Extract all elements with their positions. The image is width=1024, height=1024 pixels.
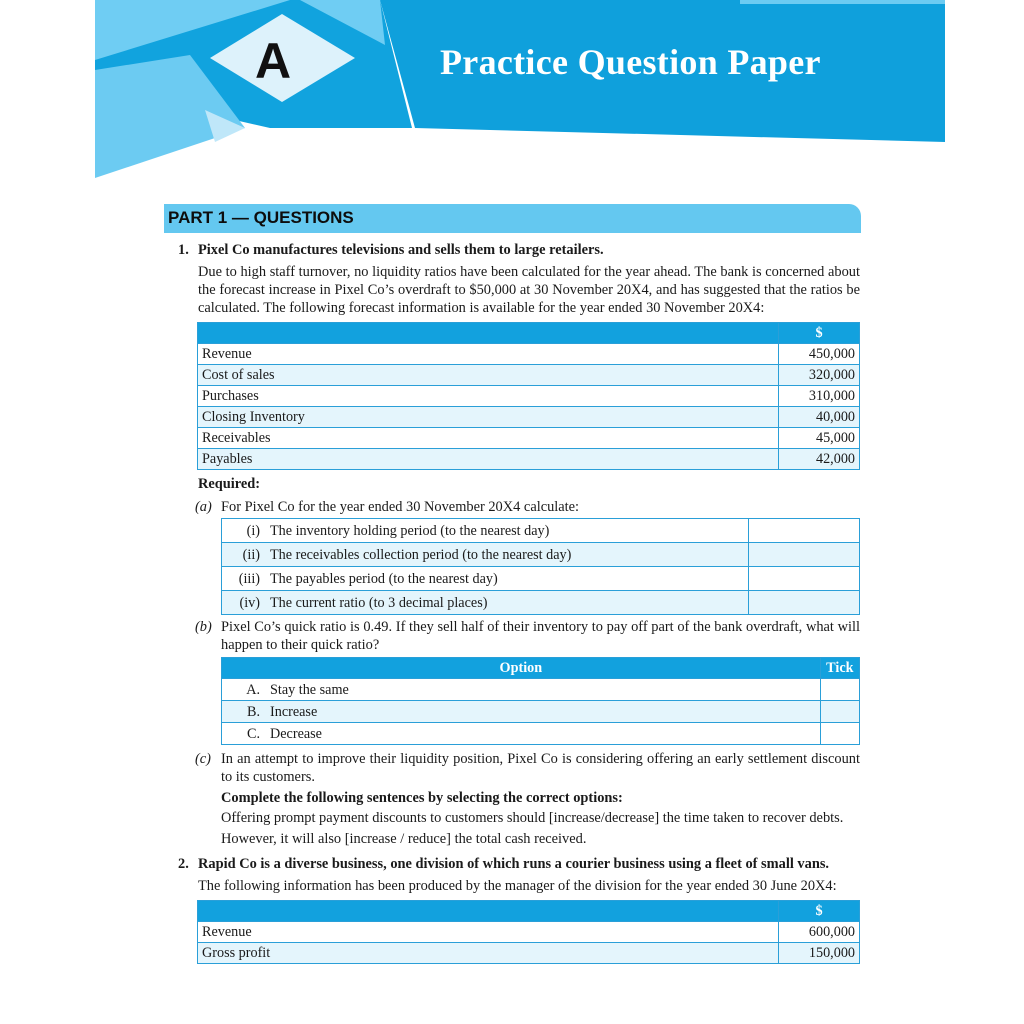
page-title: Practice Question Paper xyxy=(440,42,821,82)
answer-cell[interactable] xyxy=(749,519,860,543)
table-row xyxy=(222,723,860,745)
row-value: 320,000 xyxy=(779,365,860,386)
row-value: 450,000 xyxy=(779,344,860,365)
table-row xyxy=(222,591,860,615)
item-text: The current ratio (to 3 decimal places) xyxy=(266,591,749,615)
q2-heading: Rapid Co is a diverse business, one division of which runs a courier business using a fleet of small vans. xyxy=(198,856,830,872)
tick-box[interactable] xyxy=(820,679,859,701)
q1-data-table xyxy=(197,322,860,470)
row-value: 40,000 xyxy=(779,407,860,428)
answer-cell[interactable] xyxy=(749,543,860,567)
table-row xyxy=(198,407,860,428)
tick-box[interactable] xyxy=(820,723,859,745)
option-text: Stay the same xyxy=(266,679,820,701)
banner-shapes xyxy=(0,0,1024,180)
section-letter: A xyxy=(255,33,292,89)
answer-cell[interactable] xyxy=(749,591,860,615)
row-label: Gross profit xyxy=(198,943,779,964)
part-a-label: (a) xyxy=(195,499,212,515)
part-b-label: (b) xyxy=(195,619,212,635)
item-number: (ii) xyxy=(222,543,267,567)
item-number: (iv) xyxy=(222,591,267,615)
table-row xyxy=(198,344,860,365)
table-row xyxy=(198,386,860,407)
row-label: Revenue xyxy=(198,344,779,365)
tick-box[interactable] xyxy=(820,701,859,723)
part-c-text: In an attempt to improve their liquidity position, Pixel Co is considering offering an early settlement discount to its customers. xyxy=(221,751,860,785)
required-label: Required: xyxy=(198,476,261,492)
row-label: Payables xyxy=(198,449,779,470)
table-row xyxy=(198,922,860,943)
row-label: Cost of sales xyxy=(198,365,779,386)
part-c-label: (c) xyxy=(195,751,211,767)
option-text: Increase xyxy=(266,701,820,723)
row-label: Revenue xyxy=(198,922,779,943)
part-a-answer-table xyxy=(221,518,860,615)
q2-number: 2. xyxy=(178,856,189,872)
row-value: 45,000 xyxy=(779,428,860,449)
part-b-text: Pixel Co’s quick ratio is 0.49. If they sell half of their inventory to pay off part of the bank overdraft, what will happen to their quick ratio? xyxy=(221,619,860,653)
row-value: 310,000 xyxy=(779,386,860,407)
table-row xyxy=(198,943,860,964)
header-banner xyxy=(0,0,1024,180)
table-header-currency: $ xyxy=(779,901,860,922)
table-header-row xyxy=(222,658,860,679)
q1-number: 1. xyxy=(178,242,189,258)
part-b-options-table xyxy=(221,657,860,745)
table-header-label xyxy=(198,901,779,922)
table-row xyxy=(198,365,860,386)
table-header-currency: $ xyxy=(779,323,860,344)
row-label: Closing Inventory xyxy=(198,407,779,428)
table-row xyxy=(222,679,860,701)
table-row xyxy=(222,567,860,591)
table-header-row xyxy=(198,901,860,922)
item-text: The inventory holding period (to the nearest day) xyxy=(266,519,749,543)
q1-heading: Pixel Co manufactures televisions and sells them to large retailers. xyxy=(198,242,604,258)
row-value: 600,000 xyxy=(779,922,860,943)
row-label: Purchases xyxy=(198,386,779,407)
item-number: (i) xyxy=(222,519,267,543)
table-header-label xyxy=(198,323,779,344)
row-value: 150,000 xyxy=(779,943,860,964)
q2-data-table xyxy=(197,900,860,964)
item-number: (iii) xyxy=(222,567,267,591)
option-text: Decrease xyxy=(266,723,820,745)
option-letter: C. xyxy=(222,723,267,745)
part-c-instruction: Complete the following sentences by selecting the correct options: xyxy=(221,790,623,806)
header-tick: Tick xyxy=(820,658,859,679)
row-label: Receivables xyxy=(198,428,779,449)
answer-cell[interactable] xyxy=(749,567,860,591)
option-letter: B. xyxy=(222,701,267,723)
table-header-row xyxy=(198,323,860,344)
table-row xyxy=(222,701,860,723)
q1-intro: Due to high staff turnover, no liquidity ratios have been calculated for the year ahead. The bank is concerned about the forecast increase in Pixel Co’s overdraft to $50,000 at 30 November 20X4, and has suggested that the ratios be calculated. The following forecast information is available for the year ended 30 November 20X4: xyxy=(198,264,860,316)
table-row xyxy=(222,519,860,543)
item-text: The receivables collection period (to the nearest day) xyxy=(266,543,749,567)
item-text: The payables period (to the nearest day) xyxy=(266,567,749,591)
table-row xyxy=(222,543,860,567)
table-row xyxy=(198,428,860,449)
option-letter: A. xyxy=(222,679,267,701)
part-heading: PART 1 — QUESTIONS xyxy=(168,208,354,227)
row-value: 42,000 xyxy=(779,449,860,470)
q2-intro: The following information has been produced by the manager of the division for the year ended 30 June 20X4: xyxy=(198,878,837,894)
part-c-sentence-1: Offering prompt payment discounts to customers should [increase/decrease] the time taken to recover debts. xyxy=(221,810,844,826)
table-row xyxy=(198,449,860,470)
header-option: Option xyxy=(222,658,821,679)
part-c-sentence-2: However, it will also [increase / reduce] the total cash received. xyxy=(221,831,587,847)
part-a-text: For Pixel Co for the year ended 30 November 20X4 calculate: xyxy=(221,499,580,515)
